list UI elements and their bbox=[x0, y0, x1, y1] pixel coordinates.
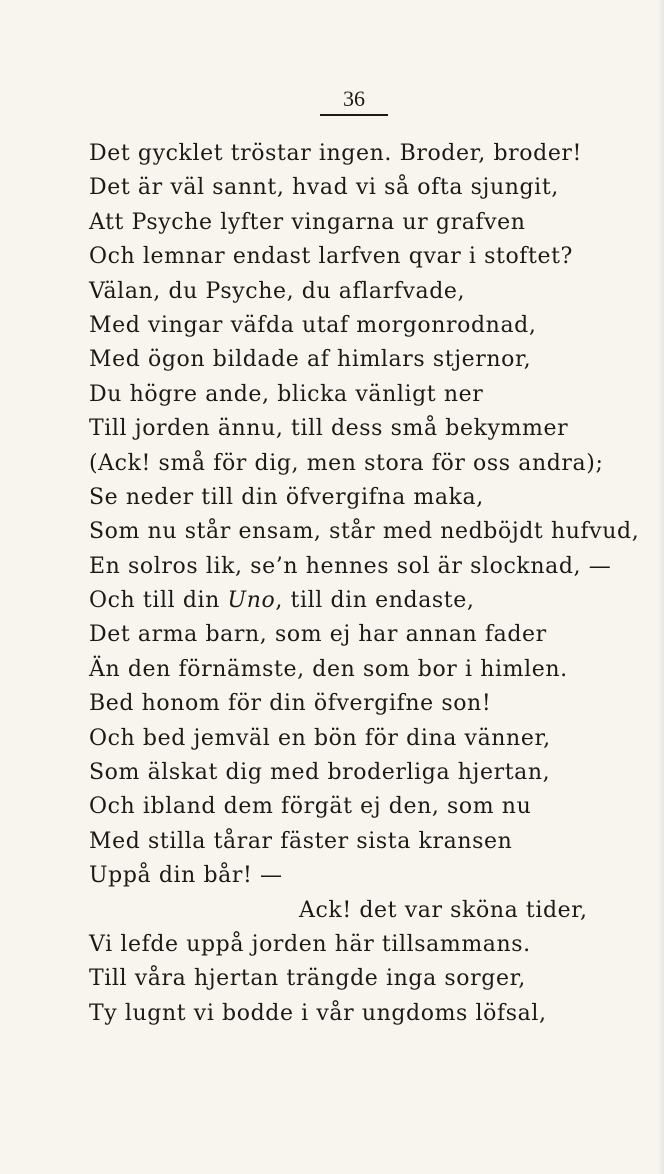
poem-line bbox=[89, 584, 659, 618]
poem-line: Till jorden ännu, till dess små bekymmer bbox=[89, 416, 569, 442]
page-number: 36 bbox=[343, 86, 365, 111]
page-edge-shadow bbox=[658, 0, 664, 1174]
poem-line: Det gycklet tröstar ingen. Broder, broder! bbox=[89, 141, 582, 166]
poem-line: Som nu står ensam, står med nedböjdt hufvud, bbox=[89, 519, 640, 545]
poem-line: Med stilla tårar fäster sista kransen bbox=[89, 828, 513, 854]
poem-line-indented: Ack! det var sköna tider, bbox=[299, 897, 588, 923]
poem-line: Till våra hjertan trängde inga sorger, bbox=[89, 966, 526, 992]
poem-line: Det arma barn, som ej har annan fader bbox=[89, 622, 547, 648]
poem-line: Ty lugnt vi bodde i vår ungdoms löfsal, bbox=[89, 1000, 547, 1026]
poem-line: Med ögon bildade af himlars stjernor, bbox=[89, 347, 532, 373]
poem-line: Och lemnar endast larfven qvar i stoftet? bbox=[89, 244, 573, 270]
poem-line: Med vingar väfda utaf morgonrodnad, bbox=[89, 312, 537, 338]
poem-line: Välan, du Psyche, du aflarfvade, bbox=[89, 278, 466, 304]
poem-line: Och bed jemväl en bön för dina vänner, bbox=[89, 725, 551, 751]
poem-line: Bed honom för din öfvergifne son! bbox=[89, 691, 492, 717]
poem-line: Att Psyche lyfter vingarna ur grafven bbox=[89, 209, 526, 235]
poem-line: Uppå din bår! — bbox=[89, 863, 283, 889]
poem-line: Som älskat dig med broderliga hjertan, bbox=[89, 760, 551, 786]
poem-line: (Ack! små för dig, men stora för oss andra); bbox=[89, 450, 604, 476]
page-number-rule bbox=[320, 114, 388, 116]
poem-text bbox=[89, 137, 659, 1031]
poem-line-start: Och till din bbox=[89, 588, 228, 614]
poem-line: En solros lik, se’n hennes sol är slocknad, — bbox=[89, 553, 612, 579]
poem-line-end: , till din endaste, bbox=[275, 588, 475, 614]
poem-line: Och ibland dem förgät ej den, som nu bbox=[89, 794, 532, 820]
poem-line: Du högre ande, blicka vänligt ner bbox=[89, 381, 484, 407]
poem-line: Se neder till din öfvergifna maka, bbox=[89, 484, 484, 510]
poem-line: Än den förnämste, den som bor i himlen. bbox=[89, 656, 568, 682]
poem-line-italic-name: Uno bbox=[227, 588, 276, 614]
poem-line: Vi lefde uppå jorden här tillsammans. bbox=[89, 931, 531, 957]
poem-line: Det är väl sannt, hvad vi så ofta sjungit, bbox=[89, 175, 559, 201]
